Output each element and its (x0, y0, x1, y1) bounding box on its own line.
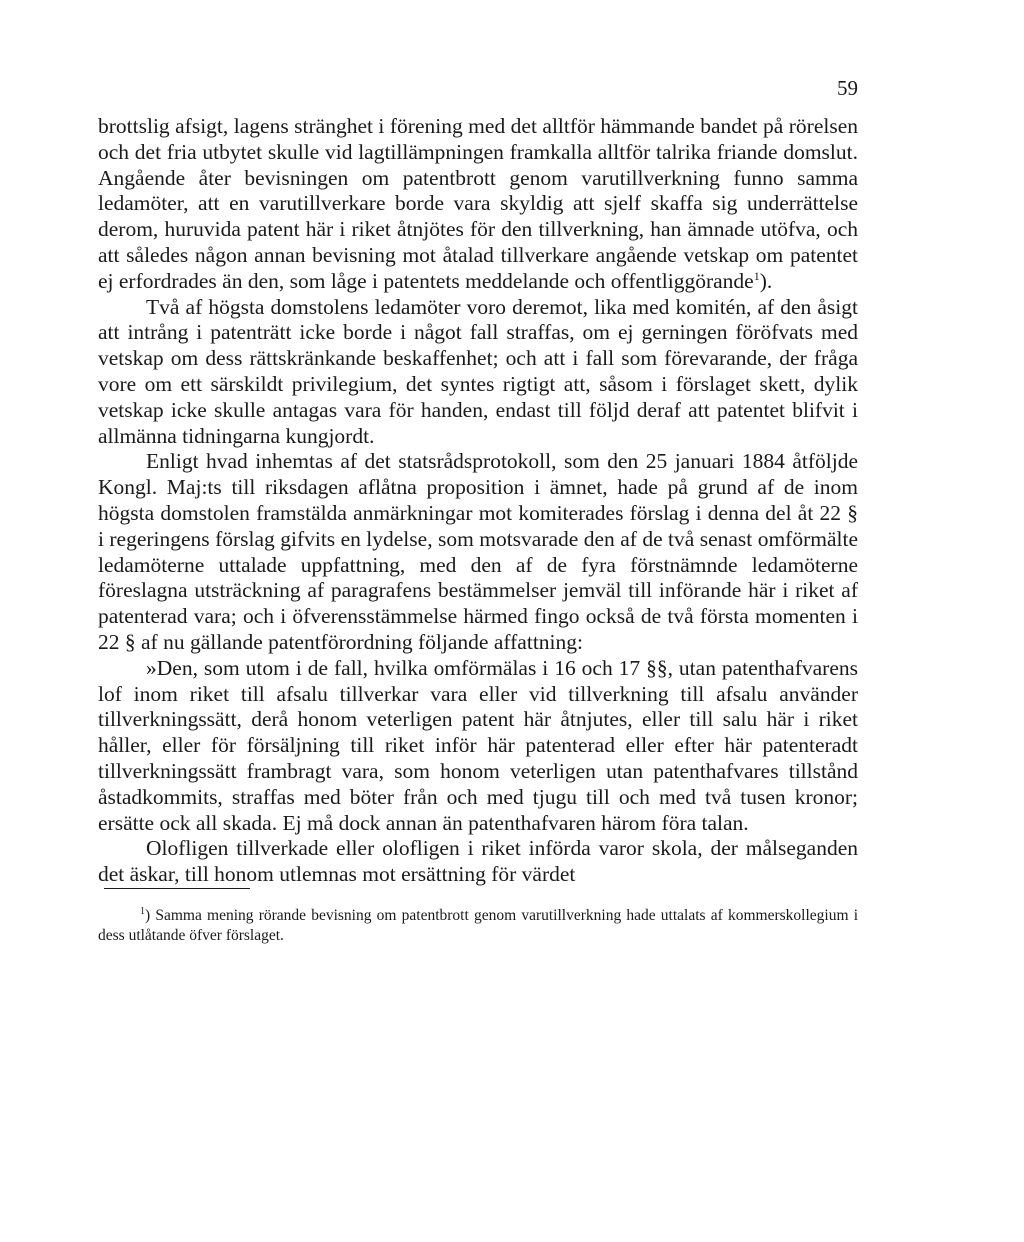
page-number: 59 (837, 76, 858, 100)
footnote-mark-close: ) (145, 907, 151, 924)
footnote-reference: 1 (753, 268, 760, 283)
footnote-text: Samma mening rörande bevisning om patentbrott genom varutillverkning hade uttalats af kommerskollegium i dess utlåtande öfver förslaget. (98, 907, 858, 944)
footnote-mark: 1 (140, 905, 145, 917)
paragraph-3: Enligt hvad inhemtas af det statsrådsprotokoll, som den 25 januari 1884 åtföljde Kongl. Maj:ts till riksdagen aflåtna proposition i ämnet, hade på grund af de inom högsta domstolen framstälda anmärkningar mot komiterades förslag i denna del åt 22 § i regeringens förslag gifvits en lydelse, som motsvarade den af de två senast omförmälte ledamöterne uttalade uppfattning, med den af de fyra förstnämnde ledamöterne föreslagna utsträckning af paragrafens bestämmelser jemväl till införande här i riket af patenterad vara; och i öfverensstämmelse härmed fingo också de två första momenten i 22 § af nu gällande patentförordning följande affattning: (98, 449, 858, 654)
body-text (98, 114, 858, 888)
paragraph-5: Olofligen tillverkade eller olofligen i riket införda varor skola, der målseganden det äskar, till honom utlemnas mot ersättning för värdet (98, 836, 858, 887)
footnote-divider (104, 888, 250, 889)
paragraph-2: Två af högsta domstolens ledamöter voro deremot, lika med komitén, af den åsigt att intrång i patenträtt icke borde i något fall straffas, om ej gerningen föröfvats med vetskap om dess rättskränkande beskaffenhet; och att i fall som förevarande, der fråga vore om ett särskildt privilegium, det syntes rigtigt att, såsom i förslaget skett, dylik vetskap icke skulle antagas vara för handen, endast till följd deraf att patentet blifvit i allmänna tidningarna kungjordt. (98, 294, 858, 448)
paragraph-1 (98, 114, 858, 295)
footnote (98, 906, 858, 946)
paragraph-1-text: brottslig afsigt, lagens stränghet i förening med det alltför hämmande bandet på rörelsen och det fria utbytet skulle vid lagtillämpningen framkalla alltför talrika friande domslut. Angående åter bevisningen om patentbrott genom varutillverkning funno samma ledamöter, att en varutillverkare borde vara skyldig att sjelf skaffa sig underrättelse derom, huruvida patent här i riket åtnjötes för den tillverkning, han ämnade utöfva, och att således någon annan bevisning mot åtalad tillverkare angående vetskap om patentet ej erfordrades än den, som låge i patentets meddelande och offentliggörande (98, 114, 858, 293)
book-page (98, 0, 858, 1242)
paragraph-1-suffix: ). (759, 268, 773, 293)
paragraph-4-quote: »Den, som utom i de fall, hvilka omförmälas i 16 och 17 §§, utan patenthafvarens lof inom riket till afsalu tillverkar vara eller vid tillverkning till afsalu använder tillverkningssätt, derå honom veterligen patent här åtnjutes, eller till salu här i riket håller, eller för försäljning till riket inför här patenterad eller efter här patenteradt tillverkningssätt frambragt vara, som honom veterligen utan patenthafvares tillstånd åstadkommits, straffas med böter från och med tjugu till och med två tusen kronor; ersätte ock all skada. Ej må dock annan än patenthafvaren härom föra talan. (98, 655, 858, 835)
